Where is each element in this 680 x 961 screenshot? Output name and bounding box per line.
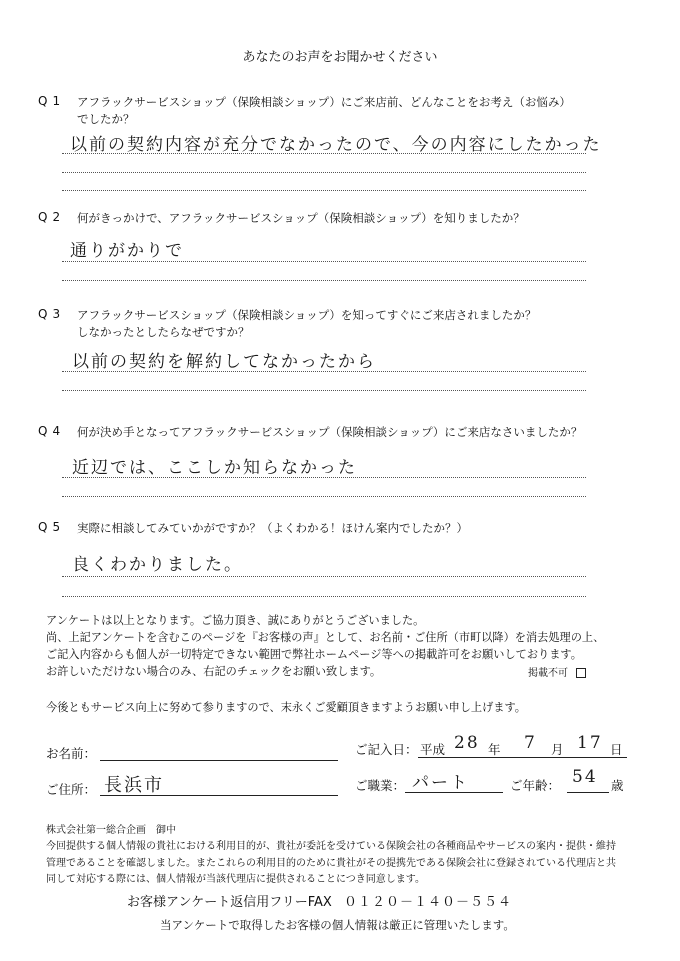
age-unit: 歳 bbox=[611, 778, 624, 793]
month-unit: 月 bbox=[551, 742, 564, 757]
address-label: ご住所： bbox=[46, 782, 97, 797]
day-value[interactable]: 17 bbox=[577, 733, 603, 753]
answer-handwriting: 以前の契約を解約してなかったから bbox=[72, 352, 376, 372]
question-text: アフラックサービスショップ（保険相談ショップ）にご来店前、どんなことをお考え（お悩み） bbox=[77, 95, 571, 109]
name-label: お名前： bbox=[46, 746, 97, 761]
era-label: 平成 bbox=[420, 742, 446, 757]
answer-handwriting: 通りがかりで bbox=[70, 241, 184, 261]
question-text: 何が決め手となってアフラックサービスショップ（保険相談ショップ）にご来店なさいましたか？ bbox=[77, 425, 583, 439]
privacy-line: 同して対応する際には、個人情報が当該代理店に提供されることにつき同意します。 bbox=[46, 874, 425, 885]
age-label: ご年齢： bbox=[510, 778, 561, 793]
privacy-notice: 当アンケートで取得したお客様の個人情報は厳正に管理いたします。 bbox=[160, 918, 515, 932]
fax-line bbox=[127, 891, 512, 910]
question-text: しなかったとしたらなぜですか？ bbox=[77, 325, 250, 339]
job-label: ご職業： bbox=[355, 778, 406, 793]
closing-paragraph bbox=[46, 612, 604, 680]
answer-handwriting: 以前の契約内容が充分でなかったので、今の内容にしたかった bbox=[70, 135, 602, 155]
day-unit: 日 bbox=[610, 742, 623, 757]
question-number: Q3 bbox=[38, 307, 66, 321]
month-value[interactable]: 7 bbox=[524, 733, 537, 753]
privacy-line: 今回提供する個人情報の貴社における利用目的が、貴社が委託を受けている保険会社の各種商品やサービスの案内・提供・維持 bbox=[46, 841, 616, 852]
address-field[interactable]: 長浜市 bbox=[104, 775, 164, 796]
fax-number: ０１２０－１４０－５５４ bbox=[343, 895, 512, 910]
date-label: ご記入日： bbox=[355, 742, 418, 757]
age-field[interactable]: 54 bbox=[572, 767, 598, 787]
closing-line: 尚、上記アンケートを含むこのページを『お客様の声』として、お名前・ご住所（市町以降）を消去処理の上、 bbox=[46, 631, 605, 644]
question-number: Q5 bbox=[38, 520, 66, 534]
no-publish-label: 掲載不可 bbox=[528, 668, 568, 679]
closing-line: ご記入内容からも個人が一切特定できない範囲で弊社ホームページ等への掲載許可をお願いしております。 bbox=[46, 648, 582, 661]
question-text: でしたか？ bbox=[77, 112, 135, 126]
answer-handwriting: 近辺では、ここしか知らなかった bbox=[72, 458, 357, 478]
question-number: Q2 bbox=[38, 210, 66, 224]
question-text: 何がきっかけで、アフラックサービスショップ（保険相談ショップ）を知りましたか？ bbox=[77, 211, 525, 225]
privacy-consent bbox=[46, 839, 616, 889]
closing-line: お許しいただけない場合のみ、右記のチェックをお願い致します。 bbox=[46, 665, 382, 678]
job-field[interactable]: パート bbox=[412, 773, 469, 793]
question-text: 実際に相談してみていかがですか？（よくわかる！ほけん案内でしたか？） bbox=[77, 521, 468, 535]
company-name: 株式会社第一総合企画 御中 bbox=[46, 825, 176, 836]
question-text: アフラックサービスショップ（保険相談ショップ）を知ってすぐにご来店されましたか？ bbox=[77, 308, 537, 322]
thanks-text: 今後ともサービス向上に努めて参りますので、末永くご愛顧頂きますようお願い申し上げます。 bbox=[46, 701, 526, 714]
no-publish-checkbox[interactable] bbox=[576, 668, 586, 678]
question-number: Q4 bbox=[38, 424, 66, 438]
year-unit: 年 bbox=[488, 742, 501, 757]
page-title: あなたのお声をお聞かせください bbox=[242, 50, 438, 65]
answer-handwriting: 良くわかりました。 bbox=[72, 555, 243, 575]
privacy-line: 管理であることを確認しました。またこれらの利用目的のために貴社がその提携先である保険会社に登録されている代理店と共 bbox=[46, 857, 616, 869]
question-number: Q1 bbox=[38, 94, 66, 108]
fax-label: お客様アンケート返信用フリーFAX bbox=[127, 895, 332, 910]
year-value[interactable]: 28 bbox=[454, 733, 480, 753]
closing-line: アンケートは以上となります。ご協力頂き、誠にありがとうございました。 bbox=[46, 614, 425, 627]
no-publish-option[interactable] bbox=[528, 664, 586, 679]
